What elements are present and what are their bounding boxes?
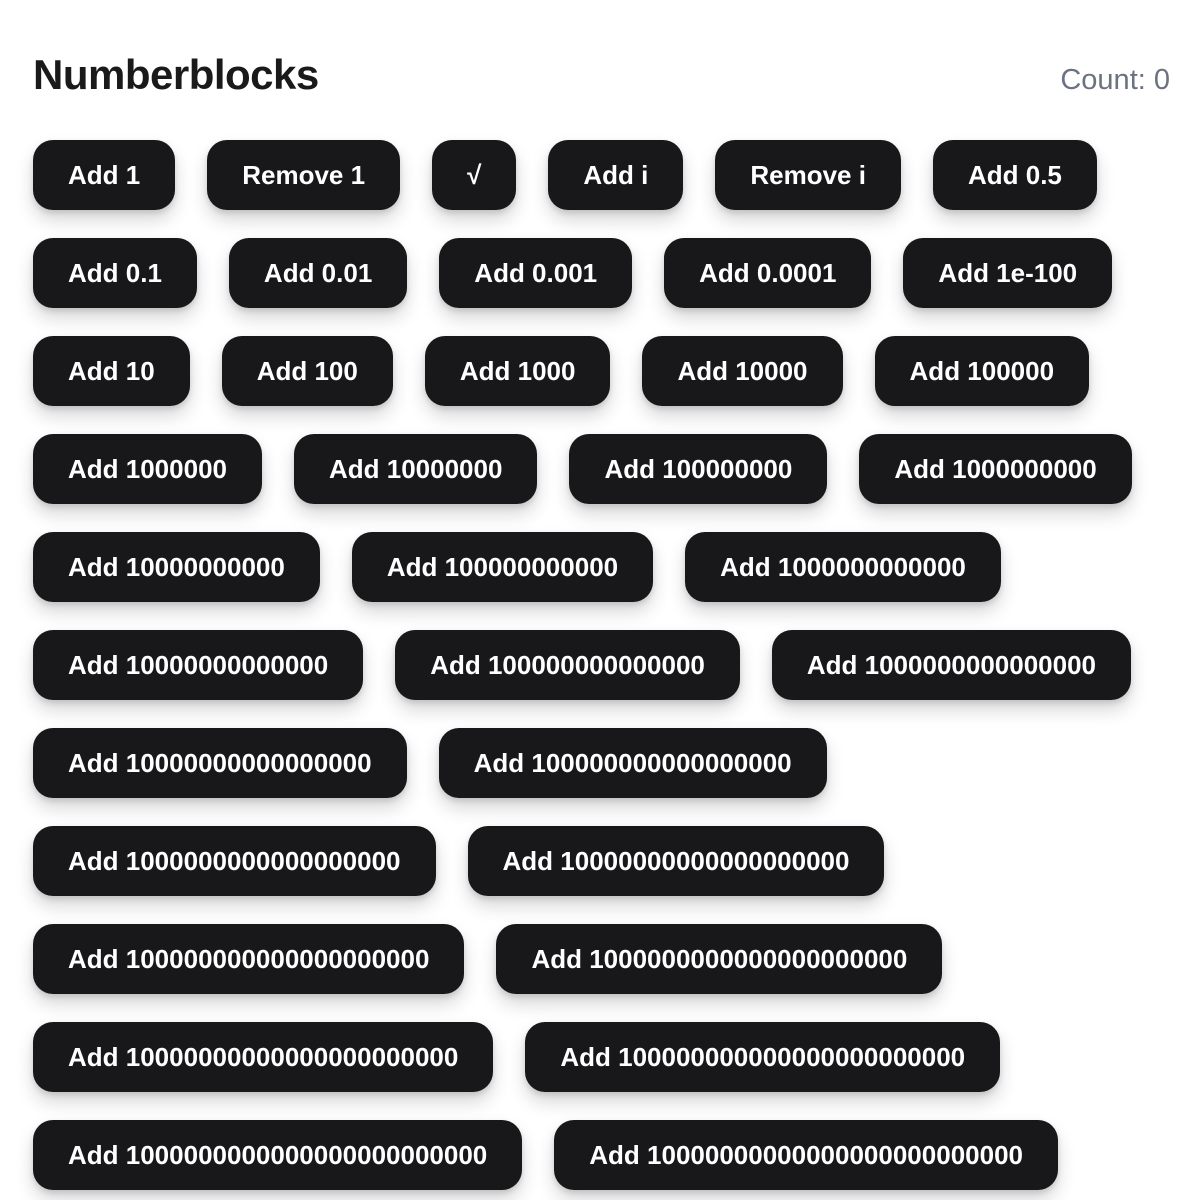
add-10-button[interactable]: Add 10 bbox=[33, 336, 190, 406]
button-row bbox=[33, 140, 1170, 210]
add-100000000000000000000000-button[interactable]: Add 100000000000000000000000 bbox=[525, 1022, 1000, 1092]
add-100000000000000-button[interactable]: Add 100000000000000 bbox=[395, 630, 740, 700]
add-1000000000000000000-button[interactable]: Add 1000000000000000000 bbox=[33, 826, 436, 896]
add-10000000000000000000-button[interactable]: Add 10000000000000000000 bbox=[468, 826, 885, 896]
add-10000000000000-button[interactable]: Add 10000000000000 bbox=[33, 630, 363, 700]
add-1e-100-button[interactable]: Add 1e-100 bbox=[903, 238, 1112, 308]
add-1000000000000000000000000-button[interactable]: Add 1000000000000000000000000 bbox=[33, 1120, 522, 1190]
add-0-0001-button[interactable]: Add 0.0001 bbox=[664, 238, 871, 308]
add-1000000000-button[interactable]: Add 1000000000 bbox=[859, 434, 1131, 504]
add-0-5-button[interactable]: Add 0.5 bbox=[933, 140, 1097, 210]
button-row bbox=[33, 1022, 1170, 1092]
button-row bbox=[33, 238, 1170, 308]
count-display: Count: 0 bbox=[1060, 64, 1170, 96]
add-10000000000-button[interactable]: Add 10000000000 bbox=[33, 532, 320, 602]
button-row bbox=[33, 1120, 1170, 1190]
add-100-button[interactable]: Add 100 bbox=[222, 336, 393, 406]
header bbox=[33, 52, 1170, 98]
add-i-button[interactable]: Add i bbox=[548, 140, 683, 210]
button-grid bbox=[33, 140, 1170, 1190]
add-100000000-button[interactable]: Add 100000000 bbox=[569, 434, 827, 504]
add-1000-button[interactable]: Add 1000 bbox=[425, 336, 611, 406]
remove-i-button[interactable]: Remove i bbox=[715, 140, 901, 210]
add-1000000000000-button[interactable]: Add 1000000000000 bbox=[685, 532, 1001, 602]
button-row bbox=[33, 336, 1170, 406]
add-0-1-button[interactable]: Add 0.1 bbox=[33, 238, 197, 308]
add-100000000000000000-button[interactable]: Add 100000000000000000 bbox=[439, 728, 827, 798]
add-1000000000000000-button[interactable]: Add 1000000000000000 bbox=[772, 630, 1131, 700]
button-row bbox=[33, 924, 1170, 994]
button-row bbox=[33, 728, 1170, 798]
add-10000000000000000000000-button[interactable]: Add 10000000000000000000000 bbox=[33, 1022, 493, 1092]
button-row bbox=[33, 826, 1170, 896]
add-1-button[interactable]: Add 1 bbox=[33, 140, 175, 210]
add-10000-button[interactable]: Add 10000 bbox=[642, 336, 842, 406]
page-title: Numberblocks bbox=[33, 51, 319, 98]
button-row bbox=[33, 434, 1170, 504]
button-row bbox=[33, 630, 1170, 700]
add-100000-button[interactable]: Add 100000 bbox=[875, 336, 1090, 406]
add-0-001-button[interactable]: Add 0.001 bbox=[439, 238, 632, 308]
add-10000000000000000-button[interactable]: Add 10000000000000000 bbox=[33, 728, 407, 798]
add-1000000-button[interactable]: Add 1000000 bbox=[33, 434, 262, 504]
sqrt-button[interactable]: √ bbox=[432, 140, 516, 210]
add-1000000000000000000000-button[interactable]: Add 1000000000000000000000 bbox=[496, 924, 942, 994]
remove-1-button[interactable]: Remove 1 bbox=[207, 140, 400, 210]
button-row bbox=[33, 532, 1170, 602]
page bbox=[0, 52, 1200, 1190]
add-0-01-button[interactable]: Add 0.01 bbox=[229, 238, 407, 308]
add-10000000-button[interactable]: Add 10000000 bbox=[294, 434, 537, 504]
add-100000000000000000000-button[interactable]: Add 100000000000000000000 bbox=[33, 924, 464, 994]
add-10000000000000000000000000-button[interactable]: Add 10000000000000000000000000 bbox=[554, 1120, 1058, 1190]
add-100000000000-button[interactable]: Add 100000000000 bbox=[352, 532, 653, 602]
